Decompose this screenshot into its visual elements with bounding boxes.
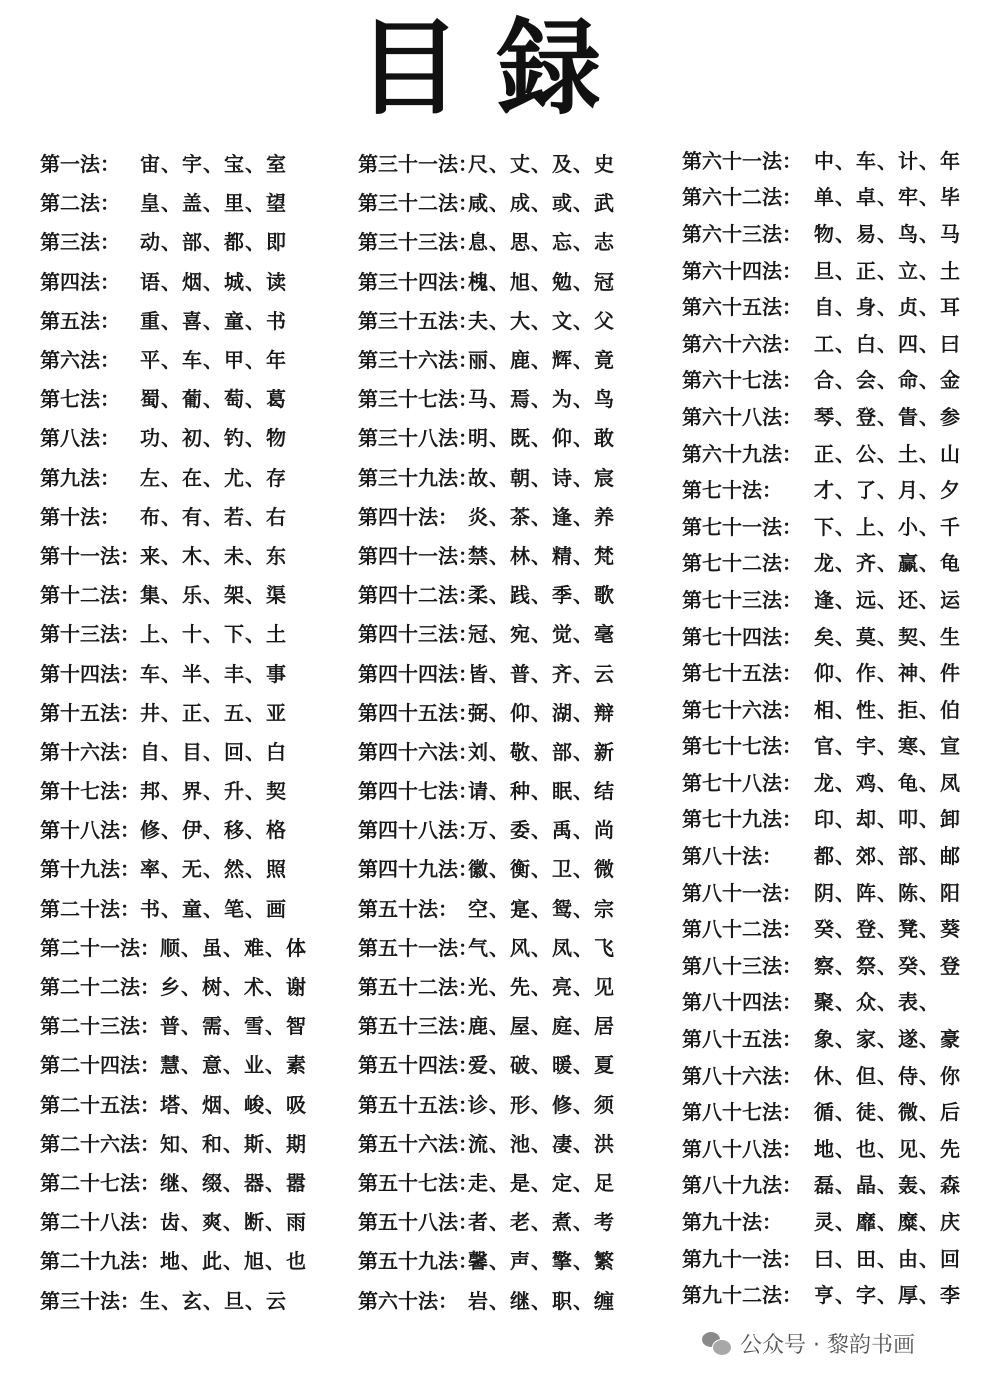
- toc-entry-label: 第三十二法：: [358, 191, 478, 216]
- toc-entry-label: 第七十二法：: [682, 551, 802, 576]
- toc-entry-label: 第八法：: [40, 426, 120, 451]
- toc-entry-chars: 象、家、遂、豪: [814, 1027, 961, 1052]
- toc-entry: [40, 417, 340, 456]
- toc-entry: [40, 692, 340, 731]
- toc-entry-chars: 仰、作、神、件: [814, 661, 961, 686]
- toc-entry: [682, 470, 982, 507]
- toc-entry-chars: 皆、普、齐、云: [468, 661, 615, 686]
- toc-entry-label: 第六十九法：: [682, 441, 802, 466]
- toc-entry-chars: 马、焉、为、鸟: [468, 387, 615, 412]
- toc-entry: [682, 983, 982, 1020]
- toc-entry-label: 第十法：: [40, 504, 120, 529]
- toc-entry-chars: 正、公、土、山: [814, 441, 961, 466]
- toc-entry-chars: 自、目、回、白: [140, 739, 287, 764]
- toc-entry: [358, 809, 658, 848]
- toc-entry-chars: 下、上、小、千: [814, 514, 961, 539]
- toc-entry-chars: 左、在、尤、存: [140, 465, 287, 490]
- toc-entry-chars: 故、朝、诗、宸: [468, 465, 615, 490]
- toc-entry-label: 第六十二法：: [682, 185, 802, 210]
- toc-entry-label: 第十四法：: [40, 661, 140, 686]
- toc-entry: [682, 727, 982, 764]
- toc-entry-chars: 乡、树、术、谢: [160, 975, 307, 1000]
- toc-entry-label: 第七十八法：: [682, 770, 802, 795]
- toc-entry-label: 第二十九法：: [40, 1249, 160, 1274]
- toc-entry: [682, 800, 982, 837]
- toc-entry: [40, 731, 340, 770]
- toc-entry-chars: 明、既、仰、敢: [468, 426, 615, 451]
- toc-entry-chars: 慧、意、业、素: [160, 1053, 307, 1078]
- toc-entry: [40, 613, 340, 652]
- toc-entry-label: 第二十五法：: [40, 1092, 160, 1117]
- toc-entry-label: 第五十八法：: [358, 1210, 478, 1235]
- toc-entry-chars: 气、风、凤、飞: [468, 935, 615, 960]
- toc-entry: [40, 378, 340, 417]
- toc-entry-label: 第五十九法：: [358, 1249, 478, 1274]
- toc-entry-chars: 流、池、凄、洪: [468, 1131, 615, 1156]
- toc-entry-chars: 者、老、煮、考: [468, 1210, 615, 1235]
- toc-entry-chars: 车、半、丰、事: [140, 661, 287, 686]
- toc-entry: [358, 966, 658, 1005]
- toc-entry-label: 第七十六法：: [682, 697, 802, 722]
- toc-entry-chars: 功、初、钓、物: [140, 426, 287, 451]
- watermark: [702, 1326, 915, 1360]
- toc-entry-label: 第五十七法：: [358, 1170, 478, 1195]
- toc-entry-label: 第二十四法：: [40, 1053, 160, 1078]
- toc-entry: [358, 221, 658, 260]
- toc-entry: [40, 1084, 340, 1123]
- toc-entry: [40, 1240, 340, 1279]
- toc-entry: [358, 535, 658, 574]
- toc-entry-chars: 龙、鸡、龟、凤: [814, 770, 961, 795]
- toc-entry: [358, 182, 658, 221]
- toc-entry: [358, 417, 658, 456]
- toc-entry-label: 第三十九法：: [358, 465, 478, 490]
- toc-entry-chars: 宙、宇、宝、室: [140, 152, 287, 177]
- toc-entry-chars: 循、徒、微、后: [814, 1100, 961, 1125]
- toc-entry-chars: 柔、践、季、歌: [468, 583, 615, 608]
- toc-entry-chars: 率、无、然、照: [140, 857, 287, 882]
- toc-entry: [682, 1166, 982, 1203]
- toc-entry-chars: 布、有、若、右: [140, 504, 287, 529]
- toc-entry-chars: 炎、茶、逢、养: [468, 504, 615, 529]
- toc-entry-label: 第七十三法：: [682, 587, 802, 612]
- toc-entry: [358, 1201, 658, 1240]
- toc-entry: [682, 653, 982, 690]
- toc-entry-label: 第八十七法：: [682, 1100, 802, 1125]
- toc-entry-chars: 休、但、侍、你: [814, 1063, 961, 1088]
- toc-entry: [358, 300, 658, 339]
- toc-entry-label: 第一法：: [40, 152, 120, 177]
- toc-entry: [682, 141, 982, 178]
- toc-entry-chars: 物、易、鸟、马: [814, 221, 961, 246]
- toc-entry-chars: 印、却、叩、卸: [814, 807, 961, 832]
- toc-entry-chars: 逢、远、还、运: [814, 587, 961, 612]
- toc-entry-label: 第二十二法：: [40, 975, 160, 1000]
- toc-entry-label: 第二十三法：: [40, 1014, 160, 1039]
- toc-entry-chars: 才、了、月、夕: [814, 478, 961, 503]
- toc-entry-label: 第四法：: [40, 269, 120, 294]
- toc-entry: [358, 770, 658, 809]
- toc-entry-label: 第七十五法：: [682, 661, 802, 686]
- toc-entry-label: 第三十六法：: [358, 348, 478, 373]
- toc-entry-chars: 灵、靡、糜、庆: [814, 1210, 961, 1235]
- toc-entry-label: 第五十一法：: [358, 935, 478, 960]
- toc-entry-label: 第二十法：: [40, 896, 140, 921]
- toc-entry-label: 第六十八法：: [682, 404, 802, 429]
- toc-entry: [358, 1240, 658, 1279]
- toc-entry-label: 第八十二法：: [682, 917, 802, 942]
- toc-entry: [358, 692, 658, 731]
- toc-entry: [40, 1201, 340, 1240]
- toc-entry-label: 第十五法：: [40, 700, 140, 725]
- toc-entry-label: 第四十五法：: [358, 700, 478, 725]
- toc-entry: [40, 221, 340, 260]
- toc-entry-chars: 矣、莫、契、生: [814, 624, 961, 649]
- toc-entry-label: 第九十法：: [682, 1210, 782, 1235]
- toc-entry-label: 第十八法：: [40, 818, 140, 843]
- toc-entry-chars: 刘、敬、部、新: [468, 739, 615, 764]
- toc-entry-chars: 普、需、雪、智: [160, 1014, 307, 1039]
- toc-entry-chars: 蜀、葡、萄、葛: [140, 387, 287, 412]
- toc-entry-label: 第三法：: [40, 230, 120, 255]
- toc-entry-chars: 官、宇、寒、宣: [814, 734, 961, 759]
- toc-entry: [40, 1005, 340, 1044]
- toc-entry-label: 第八十九法：: [682, 1173, 802, 1198]
- toc-entry-chars: 顺、虽、难、体: [160, 935, 307, 960]
- toc-entry-label: 第二法：: [40, 191, 120, 216]
- toc-entry: [40, 300, 340, 339]
- toc-entry-chars: 都、郊、部、邮: [814, 844, 961, 869]
- toc-entry: [358, 1123, 658, 1162]
- wechat-icon: [702, 1330, 732, 1356]
- toc-entry: [358, 731, 658, 770]
- toc-entry: [358, 378, 658, 417]
- toc-entry: [358, 1279, 658, 1318]
- toc-entry-label: 第七法：: [40, 387, 120, 412]
- toc-entry-chars: 动、部、都、即: [140, 230, 287, 255]
- toc-entry-label: 第七十一法：: [682, 514, 802, 539]
- toc-entry-label: 第九十二法：: [682, 1283, 802, 1308]
- toc-entry: [358, 1162, 658, 1201]
- toc-entry-chars: 夫、大、文、父: [468, 308, 615, 333]
- toc-entry-label: 第二十八法：: [40, 1210, 160, 1235]
- toc-entry-label: 第四十法：: [358, 504, 458, 529]
- toc-entry-label: 第八十三法：: [682, 953, 802, 978]
- toc-entry-label: 第三十八法：: [358, 426, 478, 451]
- toc-entry: [682, 1056, 982, 1093]
- toc-entry-chars: 曰、田、由、回: [814, 1246, 961, 1271]
- watermark-text: 公众号 · 黎韵书画: [740, 1332, 915, 1358]
- toc-entry-label: 第二十七法：: [40, 1170, 160, 1195]
- toc-entry: [40, 1123, 340, 1162]
- toc-entry: [358, 927, 658, 966]
- toc-entry-chars: 单、卓、牢、毕: [814, 185, 961, 210]
- toc-entry-label: 第三十七法：: [358, 387, 478, 412]
- toc-entry: [682, 507, 982, 544]
- toc-entry-chars: 诊、形、修、须: [468, 1092, 615, 1117]
- toc-entry-label: 第四十六法：: [358, 739, 478, 764]
- toc-entry-label: 第四十七法：: [358, 779, 478, 804]
- toc-entry-label: 第七十九法：: [682, 807, 802, 832]
- toc-entry-label: 第二十六法：: [40, 1131, 160, 1156]
- toc-entry-chars: 工、白、四、曰: [814, 331, 961, 356]
- toc-entry: [358, 1005, 658, 1044]
- toc-entry-chars: 聚、众、表、: [814, 990, 940, 1015]
- toc-entry: [358, 339, 658, 378]
- toc-entry-chars: 相、性、拒、伯: [814, 697, 961, 722]
- toc-entry-label: 第二十一法：: [40, 935, 160, 960]
- toc-entry: [358, 496, 658, 535]
- toc-entry-chars: 禁、林、精、梵: [468, 543, 615, 568]
- toc-entry-label: 第三十五法：: [358, 308, 478, 333]
- toc-entry-chars: 琴、登、眚、参: [814, 404, 961, 429]
- toc-entry-chars: 万、委、禹、尚: [468, 818, 615, 843]
- toc-entry: [40, 339, 340, 378]
- toc-entry: [682, 214, 982, 251]
- toc-entry-label: 第七十七法：: [682, 734, 802, 759]
- toc-entry-label: 第五十四法：: [358, 1053, 478, 1078]
- toc-entry-label: 第四十九法：: [358, 857, 478, 882]
- toc-entry-chars: 上、十、下、土: [140, 622, 287, 647]
- toc-entry: [358, 457, 658, 496]
- toc-entry-label: 第四十八法：: [358, 818, 478, 843]
- toc-entry-chars: 重、喜、童、书: [140, 308, 287, 333]
- toc-entry: [40, 809, 340, 848]
- toc-entry: [682, 397, 982, 434]
- toc-entry-label: 第五十五法：: [358, 1092, 478, 1117]
- toc-entry: [682, 1092, 982, 1129]
- toc-entry: [40, 1279, 340, 1318]
- toc-entry-label: 第十九法：: [40, 857, 140, 882]
- toc-entry-chars: 爱、破、暖、夏: [468, 1053, 615, 1078]
- toc-entry-chars: 自、身、贞、耳: [814, 295, 961, 320]
- toc-entry: [682, 434, 982, 471]
- toc-entry-chars: 察、祭、癸、登: [814, 953, 961, 978]
- toc-entry-chars: 地、也、见、先: [814, 1136, 961, 1161]
- toc-entry-chars: 岩、继、职、缠: [468, 1288, 615, 1313]
- toc-entry: [682, 617, 982, 654]
- toc-entry-chars: 槐、旭、勉、冠: [468, 269, 615, 294]
- toc-entry-label: 第四十二法：: [358, 583, 478, 608]
- toc-entry-chars: 塔、烟、峻、吸: [160, 1092, 307, 1117]
- toc-entry: [358, 1084, 658, 1123]
- toc-entry-chars: 邦、界、升、契: [140, 779, 287, 804]
- toc-entry-chars: 鹿、屋、庭、居: [468, 1014, 615, 1039]
- toc-entry-chars: 阴、阵、陈、阳: [814, 880, 961, 905]
- toc-column-3: [682, 141, 982, 1312]
- toc-entry: [358, 143, 658, 182]
- toc-entry-label: 第六十三法：: [682, 221, 802, 246]
- toc-entry: [682, 873, 982, 910]
- toc-entry-chars: 癸、登、凳、葵: [814, 917, 961, 942]
- toc-entry-chars: 知、和、斯、期: [160, 1131, 307, 1156]
- toc-entry-label: 第十六法：: [40, 739, 140, 764]
- toc-entry-chars: 龙、齐、赢、龟: [814, 551, 961, 576]
- toc-entry-label: 第三十四法：: [358, 269, 478, 294]
- toc-entry: [358, 1044, 658, 1083]
- toc-entry-label: 第四十一法：: [358, 543, 478, 568]
- toc-entry-chars: 徽、衡、卫、微: [468, 857, 615, 882]
- toc-entry: [682, 690, 982, 727]
- toc-entry-chars: 书、童、笔、画: [140, 896, 287, 921]
- toc-entry-chars: 馨、声、擎、繁: [468, 1249, 615, 1274]
- toc-entry-chars: 尺、丈、及、史: [468, 152, 615, 177]
- toc-entry-chars: 亨、字、厚、李: [814, 1283, 961, 1308]
- toc-entry: [682, 1019, 982, 1056]
- toc-entry: [682, 544, 982, 581]
- toc-entry-label: 第八十法：: [682, 844, 782, 869]
- toc-entry: [40, 143, 340, 182]
- toc-entry-chars: 空、寔、鸳、宗: [468, 896, 615, 921]
- toc-entry-label: 第八十一法：: [682, 880, 802, 905]
- toc-entry: [682, 178, 982, 215]
- toc-entry-label: 第八十四法：: [682, 990, 802, 1015]
- toc-entry: [682, 1202, 982, 1239]
- toc-entry-chars: 合、会、命、金: [814, 368, 961, 393]
- toc-entry-label: 第十一法：: [40, 543, 140, 568]
- toc-entry-chars: 旦、正、立、土: [814, 258, 961, 283]
- toc-entry-chars: 集、乐、架、渠: [140, 583, 287, 608]
- toc-entry-chars: 地、此、旭、也: [160, 1249, 307, 1274]
- toc-entry: [358, 574, 658, 613]
- toc-entry-label: 第五十三法：: [358, 1014, 478, 1039]
- toc-entry-label: 第六十法：: [358, 1288, 458, 1313]
- toc-entry-label: 第六十五法：: [682, 295, 802, 320]
- toc-entry: [358, 652, 658, 691]
- toc-entry-chars: 皇、盖、里、望: [140, 191, 287, 216]
- toc-entry: [682, 763, 982, 800]
- toc-entry-chars: 冠、宛、觉、毫: [468, 622, 615, 647]
- toc-entry: [40, 927, 340, 966]
- toc-column-1: [40, 143, 340, 1319]
- toc-entry: [40, 770, 340, 809]
- toc-entry: [682, 1129, 982, 1166]
- toc-entry-label: 第五十六法：: [358, 1131, 478, 1156]
- toc-entry-chars: 来、木、未、东: [140, 543, 287, 568]
- toc-entry-label: 第八十六法：: [682, 1063, 802, 1088]
- toc-entry-label: 第四十三法：: [358, 622, 478, 647]
- toc-entry: [682, 1275, 982, 1312]
- toc-entry: [682, 946, 982, 983]
- toc-entry: [40, 1044, 340, 1083]
- toc-entry-label: 第七十四法：: [682, 624, 802, 649]
- toc-entry-chars: 平、车、甲、年: [140, 348, 287, 373]
- toc-entry: [40, 966, 340, 1005]
- toc-entry-chars: 生、玄、旦、云: [140, 1288, 287, 1313]
- toc-entry-chars: 语、烟、城、读: [140, 269, 287, 294]
- toc-entry: [40, 261, 340, 300]
- toc-entry-chars: 光、先、亮、见: [468, 975, 615, 1000]
- toc-entry-label: 第八十八法：: [682, 1136, 802, 1161]
- toc-entry: [40, 1162, 340, 1201]
- toc-entry-label: 第六十一法：: [682, 148, 802, 173]
- toc-entry-chars: 丽、鹿、辉、竟: [468, 348, 615, 373]
- toc-entry-label: 第十三法：: [40, 622, 140, 647]
- toc-entry-label: 第六十四法：: [682, 258, 802, 283]
- toc-entry: [682, 580, 982, 617]
- toc-entry-chars: 请、种、眠、结: [468, 779, 615, 804]
- toc-entry-label: 第六十六法：: [682, 331, 802, 356]
- toc-entry: [358, 848, 658, 887]
- toc-entry-label: 第四十四法：: [358, 661, 478, 686]
- toc-entry: [40, 496, 340, 535]
- toc-entry: [682, 251, 982, 288]
- toc-entry-chars: 息、思、忘、志: [468, 230, 615, 255]
- toc-entry: [682, 1239, 982, 1276]
- toc-entry: [358, 613, 658, 652]
- toc-entry: [682, 324, 982, 361]
- toc-entry-label: 第五十二法：: [358, 975, 478, 1000]
- toc-entry-label: 第八十五法：: [682, 1027, 802, 1052]
- toc-entry-label: 第三十一法：: [358, 152, 478, 177]
- toc-entry-chars: 咸、成、或、武: [468, 191, 615, 216]
- toc-entry: [40, 457, 340, 496]
- toc-entry: [40, 848, 340, 887]
- toc-entry: [358, 261, 658, 300]
- toc-entry-label: 第九十一法：: [682, 1246, 802, 1271]
- toc-entry: [40, 182, 340, 221]
- toc-entry-label: 第十二法：: [40, 583, 140, 608]
- toc-entry: [682, 287, 982, 324]
- toc-entry: [682, 361, 982, 398]
- toc-entry: [40, 574, 340, 613]
- toc-entry-label: 第六十七法：: [682, 368, 802, 393]
- toc-entry-label: 第九法：: [40, 465, 120, 490]
- toc-entry-chars: 磊、晶、轰、森: [814, 1173, 961, 1198]
- toc-entry: [682, 836, 982, 873]
- toc-entry-label: 第三十三法：: [358, 230, 478, 255]
- toc-entry-chars: 中、车、计、年: [814, 148, 961, 173]
- toc-entry-chars: 弼、仰、湖、辩: [468, 700, 615, 725]
- toc-entry-chars: 齿、爽、断、雨: [160, 1210, 307, 1235]
- toc-entry-label: 第三十法：: [40, 1288, 140, 1313]
- toc-entry-label: 第七十法：: [682, 478, 782, 503]
- toc-entry: [358, 888, 658, 927]
- toc-entry-chars: 井、正、五、亚: [140, 700, 287, 725]
- toc-entry-chars: 修、伊、移、格: [140, 818, 287, 843]
- toc-entry: [40, 888, 340, 927]
- toc-entry: [40, 535, 340, 574]
- toc-entry-label: 第六法：: [40, 348, 120, 373]
- toc-entry-chars: 继、缀、器、嚣: [160, 1170, 307, 1195]
- toc-column-2: [358, 143, 658, 1319]
- toc-entry: [40, 652, 340, 691]
- toc-entry-chars: 走、是、定、足: [468, 1170, 615, 1195]
- page-title: 目録: [356, 6, 637, 129]
- toc-entry: [682, 909, 982, 946]
- toc-entry-label: 第十七法：: [40, 779, 140, 804]
- toc-entry-label: 第五法：: [40, 308, 120, 333]
- toc-entry-label: 第五十法：: [358, 896, 458, 921]
